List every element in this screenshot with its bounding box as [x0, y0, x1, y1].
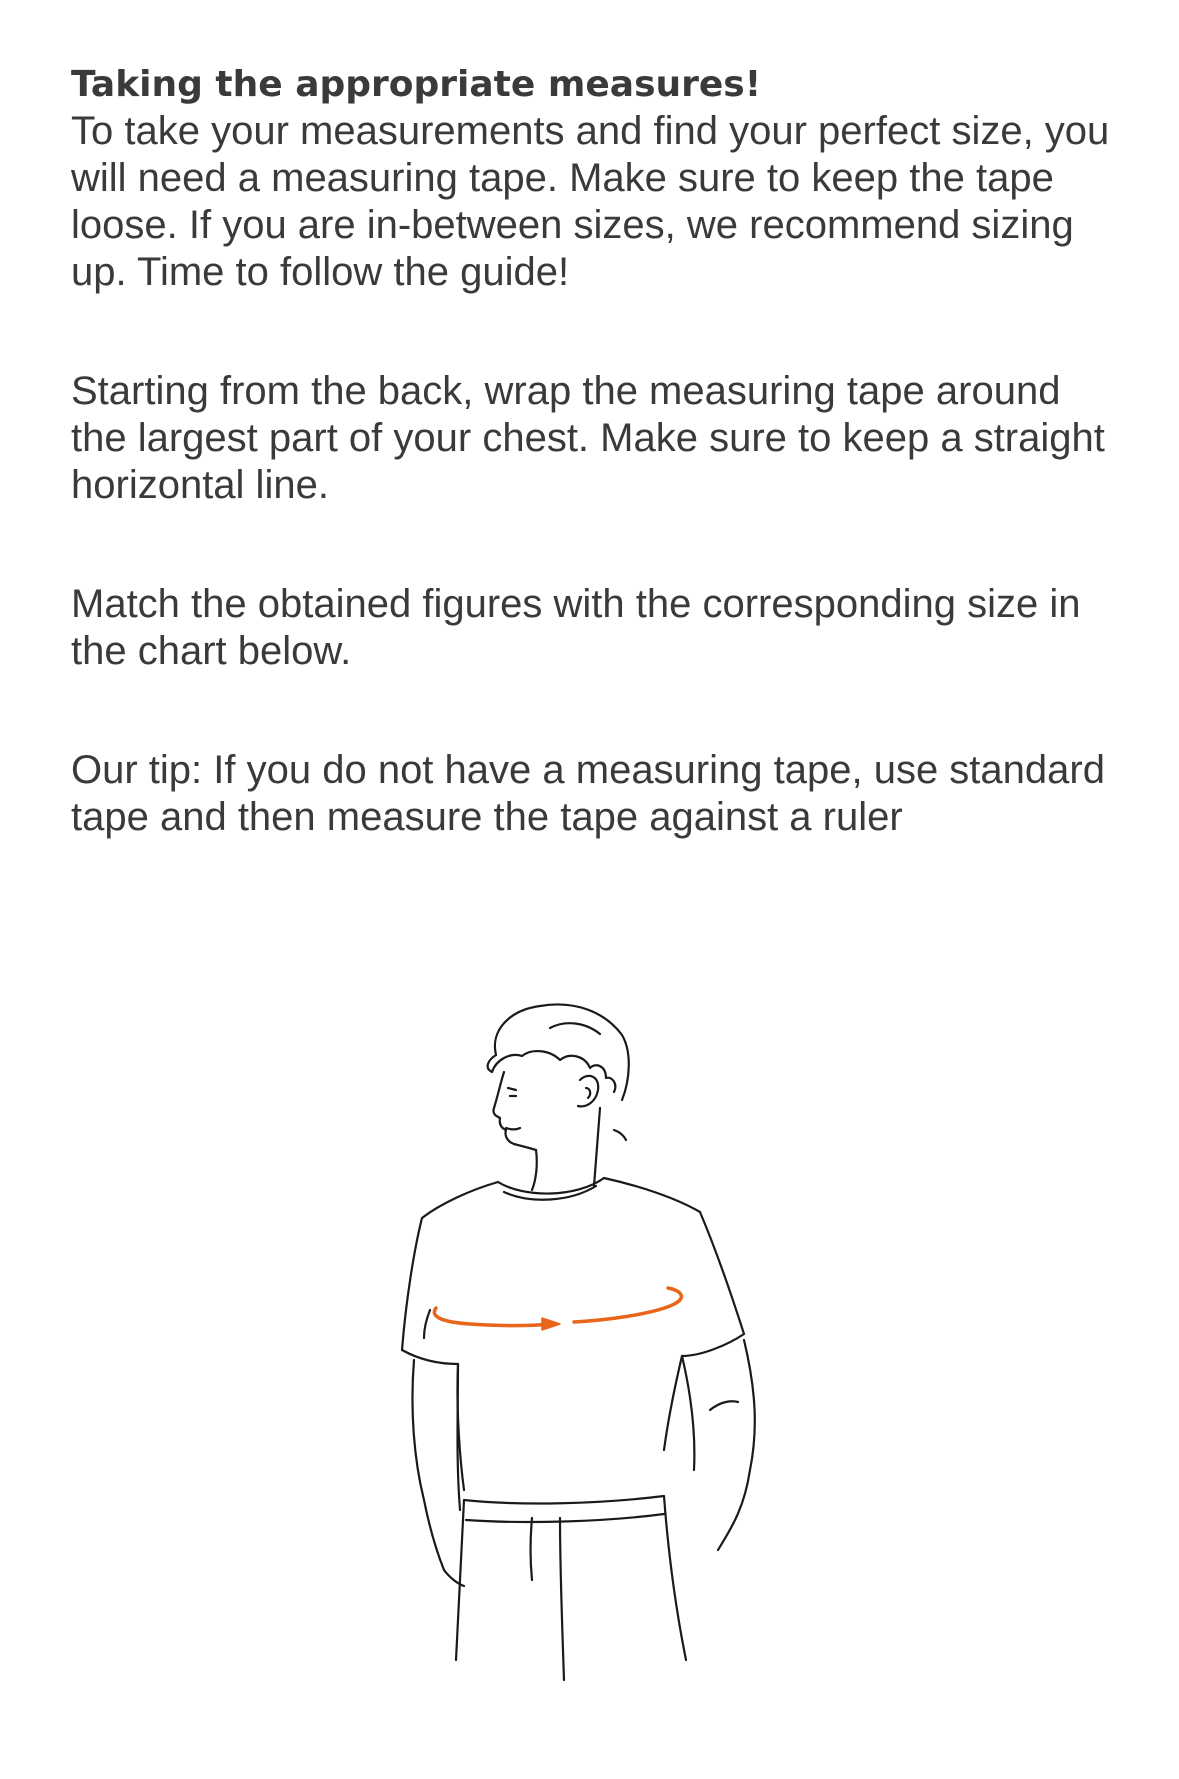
face: [493, 1072, 536, 1150]
trousers: [456, 1496, 686, 1680]
collar: [498, 1178, 604, 1200]
measuring-tip: Our tip: If you do not have a measuring tape, use standard tape and then measure the tape against a ruler: [71, 748, 1105, 839]
guide-title: Taking the appropriate measures!: [71, 64, 762, 105]
hair: [488, 1004, 629, 1100]
chest-instruction: Starting from the back, wrap the measuring tape around the largest part of your chest. Make sure to keep a straight horizontal line.: [71, 369, 1105, 507]
right-arm: [718, 1340, 755, 1550]
match-instruction: Match the obtained figures with the corresponding size in the chart below.: [71, 582, 1081, 673]
shirt-left: [402, 1182, 498, 1364]
guide-intro: To take your measurements and find your perfect size, you will need a measuring tape. Make sure to keep the tape loose. If you are in-between sizes, we recommend sizing up. Time to follow the guide!: [71, 109, 1110, 294]
left-arm: [412, 1360, 444, 1570]
measuring-tape: [434, 1288, 681, 1330]
size-guide: [71, 62, 1121, 841]
chest-measurement-illustration: [400, 990, 820, 1690]
shirt-right: [604, 1178, 744, 1356]
